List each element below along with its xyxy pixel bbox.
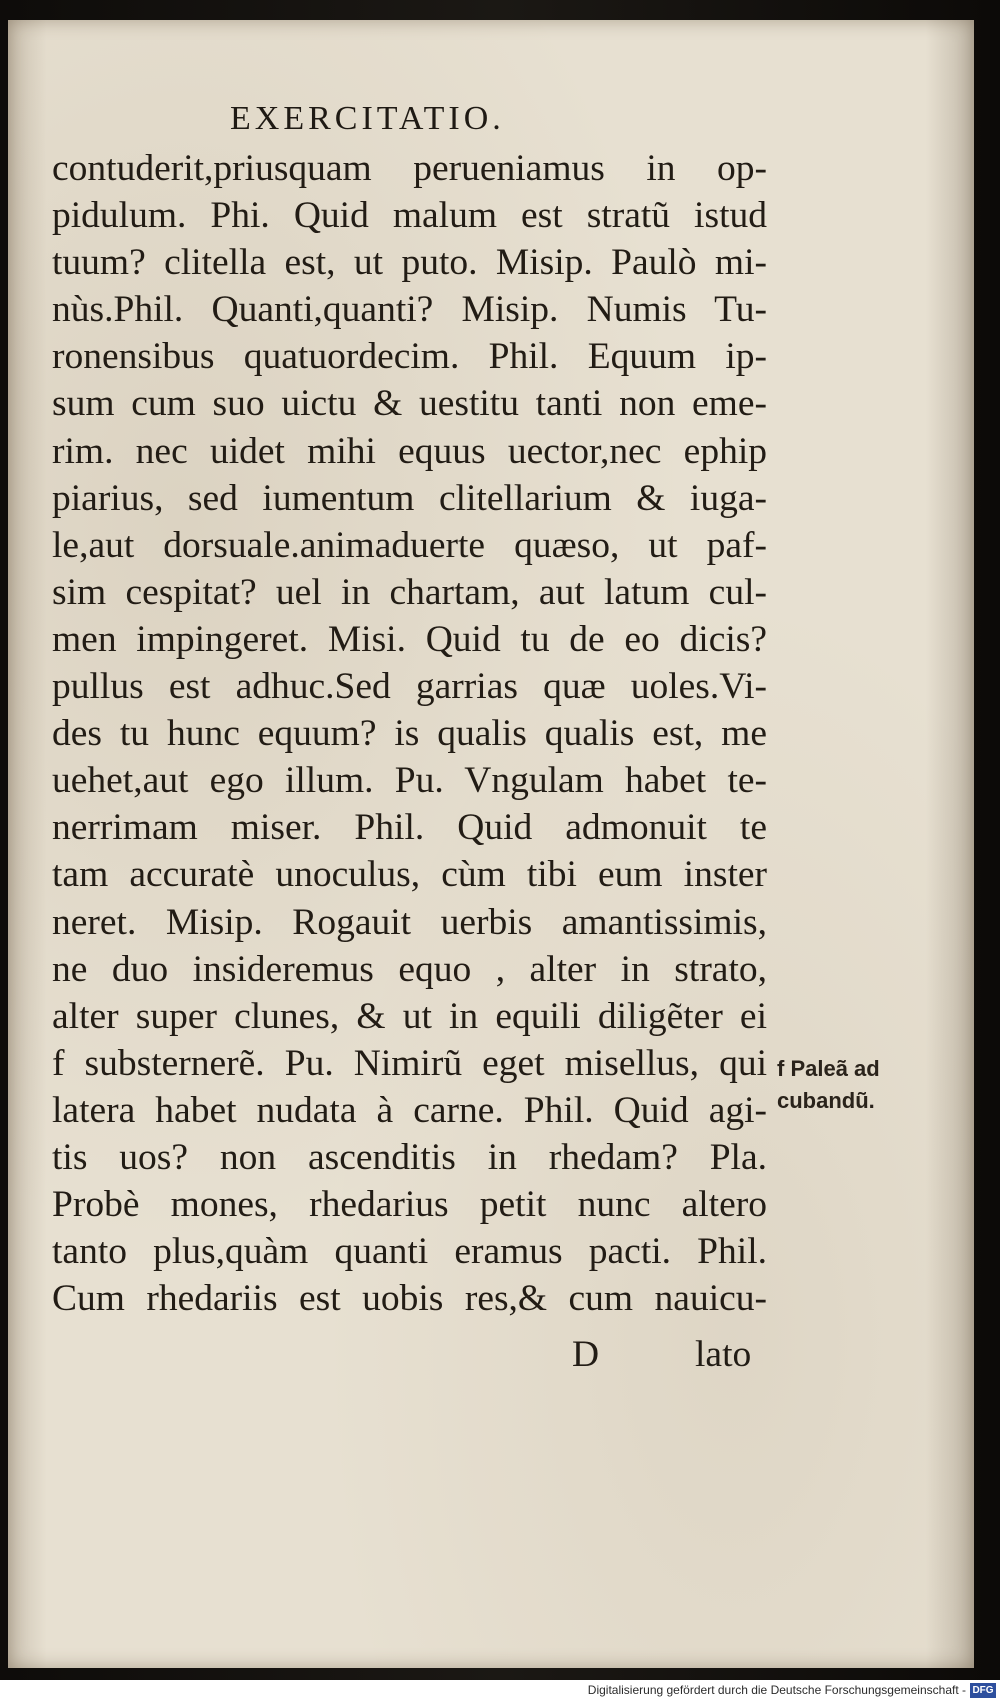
text-line: alter super clunes, & ut in equili diligẽter ei <box>52 995 767 1037</box>
text-line: sim cespitat? uel in chartam, aut latum cul- <box>52 571 767 613</box>
text-line: nerrimam miser. Phil. Quid admonuit te <box>52 807 767 849</box>
text-line: f substernerẽ. Pu. Nimirũ eget misellus, qui <box>52 1042 767 1084</box>
text-line: pidulum. Phi. Quid malum est stratũ istud <box>52 195 767 237</box>
text-line: le,aut dorsuale.animaduerte quæso, ut paf- <box>52 524 767 566</box>
text-line: contuderit,priusquam perueniamus in op- <box>52 148 767 189</box>
text-line: latera habet nudata à carne. Phil. Quid agi- <box>52 1089 767 1131</box>
text-line: ne duo insideremus equo , alter in strato, <box>52 948 767 990</box>
text-line: Probè mones, rhedarius petit nunc altero <box>52 1184 767 1226</box>
running-head: EXERCITATIO. <box>230 100 505 137</box>
digitization-footer <box>0 1680 1000 1703</box>
text-line: uehet,aut ego illum. Pu. Vngulam habet te- <box>52 760 767 802</box>
text-line: ronensibus quatuordecim. Phil. Equum ip- <box>52 336 767 378</box>
text-line: piarius, sed iumentum clitellarium & iuga- <box>52 477 767 519</box>
footer-credit: Digitalisierung gefördert durch die Deutsche Forschungsgemeinschaft - <box>587 1683 966 1697</box>
marginal-note-line: cubandũ. <box>777 1088 875 1113</box>
dfg-logo: DFG <box>970 1683 996 1698</box>
text-line: tuum? clitella est, ut puto. Misip. Paulò mi- <box>52 242 767 284</box>
text-line: tis uos? non ascenditis in rhedam? Pla. <box>52 1136 767 1178</box>
text-line: pullus est adhuc.Sed garrias quæ uoles.Vi- <box>52 666 767 708</box>
text-line: neret. Misip. Rogauit uerbis amantissimis, <box>52 901 767 943</box>
text-line: sum cum suo uictu & uestitu tanti non eme- <box>52 383 767 425</box>
text-line: Cum rhedariis est uobis res,& cum nauicu- <box>52 1278 767 1320</box>
text-line: tanto plus,quàm quanti eramus pacti. Phil. <box>52 1231 767 1273</box>
text-line: des tu hunc equum? is qualis qualis est, me <box>52 713 767 755</box>
marginal-note-line: f Paleã ad <box>777 1056 880 1081</box>
text-line: nùs.Phil. Quanti,quanti? Misip. Numis Tu- <box>52 289 767 331</box>
signature-mark: D <box>572 1334 600 1375</box>
text-line: men impingeret. Misi. Quid tu de eo dicis? <box>52 618 767 660</box>
text-line: tam accuratè unoculus, cùm tibi eum inster <box>52 854 767 896</box>
text-line: rim. nec uidet mihi equus uector,nec ephip <box>52 430 767 472</box>
marginal-note <box>777 1053 907 1117</box>
catchword: lato <box>695 1334 752 1375</box>
body-text <box>52 145 767 1322</box>
